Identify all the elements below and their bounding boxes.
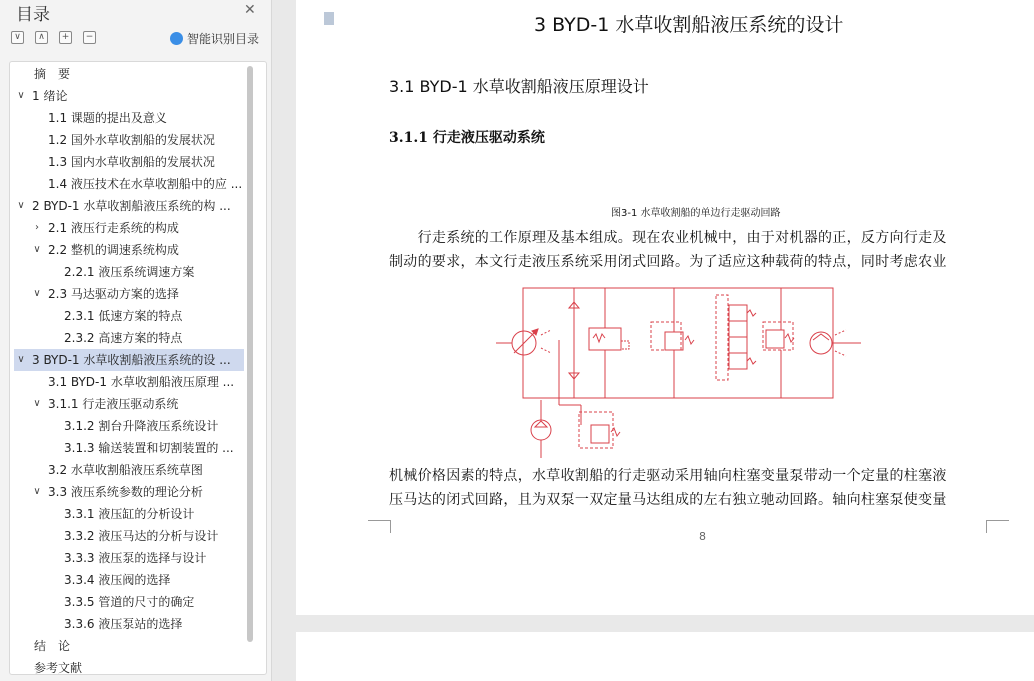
toc-item[interactable] <box>14 569 244 591</box>
toc-item[interactable] <box>14 525 244 547</box>
toc-item[interactable] <box>14 481 244 503</box>
document-view <box>272 0 1034 681</box>
section-title: 3.1 BYD-1 水草收割船液压原理设计 <box>389 77 649 96</box>
toc-item-label: 3.3 液压系统参数的理论分析 <box>48 485 203 499</box>
toc-item[interactable] <box>14 195 244 217</box>
toc-item[interactable] <box>14 261 244 283</box>
toc-item-label: 2.3 马达驱动方案的选择 <box>48 287 179 301</box>
hydraulic-circuit-diagram <box>491 280 871 465</box>
document-icon[interactable] <box>324 12 334 25</box>
document-page <box>296 0 1034 615</box>
toc-item[interactable] <box>14 173 244 195</box>
chevron-down-icon[interactable]: ∨ <box>33 486 41 497</box>
toc-item[interactable] <box>14 459 244 481</box>
toc-panel <box>9 61 267 675</box>
toc-item-label: 2.1 液压行走系统的构成 <box>48 221 179 235</box>
chapter-title: 3 BYD-1 水草收割船液压系统的设计 <box>534 14 844 36</box>
toc-item[interactable] <box>14 129 244 151</box>
margin-corner-mark <box>368 520 391 533</box>
toc-item-label: 3.3.1 液压缸的分析设计 <box>64 507 195 521</box>
chevron-down-icon[interactable]: ∨ <box>17 90 25 101</box>
toc-item[interactable] <box>14 613 244 635</box>
margin-corner-mark <box>986 520 1009 533</box>
toc-item[interactable] <box>14 547 244 569</box>
toc-item-label: 2 BYD-1 水草收割船液压系统的构 ... <box>32 199 231 213</box>
toc-item-label: 3.1.3 输送装置和切割装置的 ... <box>64 441 234 455</box>
toc-item[interactable] <box>14 635 244 657</box>
toc-item-label: 3.3.4 液压阀的选择 <box>64 573 171 587</box>
toc-item-label: 1.3 国内水草收割船的发展状况 <box>48 155 215 169</box>
toc-item[interactable] <box>14 85 244 107</box>
toc-item[interactable] <box>14 591 244 613</box>
chevron-down-icon[interactable]: ∨ <box>17 200 25 211</box>
toc-item-label: 2.2.1 液压系统调速方案 <box>64 265 195 279</box>
toc-item-label: 2.2 整机的调速系统构成 <box>48 243 179 257</box>
paragraph-line: 行走系统的工作原理及基本组成。现在农业机械中，由于对机器的正，反方向行走及 <box>389 230 947 246</box>
toc-item-label: 3.3.2 液压马达的分析与设计 <box>64 529 219 543</box>
paragraph-line: 机械价格因素的特点，水草收割船的行走驱动采用轴向柱塞变量泵带动一个定量的柱塞液 <box>389 468 947 484</box>
toc-item-label: 3.1.1 行走液压驱动系统 <box>48 397 179 411</box>
collapse-all-button[interactable]: ∨ <box>11 31 24 44</box>
toc-scrollbar[interactable] <box>247 66 253 642</box>
expand-all-button[interactable]: ∧ <box>35 31 48 44</box>
toc-title: 目录 <box>16 5 50 25</box>
smart-toc-label: 智能识别目录 <box>187 32 260 46</box>
chevron-down-icon[interactable]: ∨ <box>33 244 41 255</box>
toc-item[interactable] <box>14 107 244 129</box>
toc-item-label: 摘 要 <box>34 67 71 81</box>
toc-item-label: 3.2 水草收割船液压系统草图 <box>48 463 203 477</box>
toc-item[interactable] <box>14 151 244 173</box>
subsection-title: 3.1.1 行走液压驱动系统 <box>389 130 545 146</box>
toc-item-label: 3.1 BYD-1 水草收割船液压原理 ... <box>48 375 235 389</box>
toc-item-label: 2.3.1 低速方案的特点 <box>64 309 183 323</box>
toc-item[interactable] <box>14 393 244 415</box>
toc-item[interactable] <box>14 437 244 459</box>
toc-item-label: 3.3.3 液压泵的选择与设计 <box>64 551 207 565</box>
paragraph-line: 压马达的闭式回路，且为双泵一双定量马达组成的左右独立驰动回路。轴向柱塞泵使变量 <box>389 492 947 508</box>
toc-item-label: 3.1.2 割台升降液压系统设计 <box>64 419 219 433</box>
toc-item-label: 1.1 课题的提出及意义 <box>48 111 167 125</box>
toc-item-label: 参考文献 <box>34 661 83 675</box>
chevron-down-icon[interactable]: ∨ <box>17 354 25 365</box>
toc-item-label: 结 论 <box>34 639 71 653</box>
toc-item[interactable] <box>14 349 244 371</box>
next-document-page <box>296 632 1034 681</box>
toc-item[interactable] <box>14 503 244 525</box>
toc-item-label: 3.3.5 管道的尺寸的确定 <box>64 595 195 609</box>
page-number: 8 <box>699 530 706 543</box>
figure-caption: 图3-1 水草收割船的单边行走驱动回路 <box>611 208 781 219</box>
close-icon[interactable]: ✕ <box>244 2 256 18</box>
smart-toc-icon <box>170 32 183 45</box>
paragraph-line: 制动的要求，本文行走液压系统采用闭式回路。为了适应这种载荷的特点，同时考虑农业 <box>389 254 947 270</box>
toc-item-label: 2.3.2 高速方案的特点 <box>64 331 183 345</box>
toc-item[interactable] <box>14 305 244 327</box>
toc-sidebar <box>0 0 272 681</box>
toc-item-label: 3.3.6 液压泵站的选择 <box>64 617 183 631</box>
smart-toc-button[interactable] <box>170 30 259 47</box>
toc-item[interactable] <box>14 283 244 305</box>
toc-item-label: 1 绪论 <box>32 89 68 103</box>
remove-heading-button[interactable]: − <box>83 31 96 44</box>
chevron-down-icon[interactable]: ∨ <box>33 288 41 299</box>
toc-item[interactable] <box>14 371 244 393</box>
chevron-right-icon[interactable]: › <box>35 222 39 233</box>
toc-item[interactable] <box>14 415 244 437</box>
toc-item[interactable] <box>14 239 244 261</box>
toc-item-label: 1.2 国外水草收割船的发展状况 <box>48 133 215 147</box>
toc-item-label: 3 BYD-1 水草收割船液压系统的设 ... <box>32 353 231 367</box>
toc-item-label: 1.4 液压技术在水草收割船中的应 ... <box>48 177 243 191</box>
add-heading-button[interactable]: + <box>59 31 72 44</box>
toc-item[interactable] <box>14 657 244 675</box>
toc-item[interactable] <box>14 217 244 239</box>
chevron-down-icon[interactable]: ∨ <box>33 398 41 409</box>
toc-item[interactable] <box>14 63 244 85</box>
toc-item[interactable] <box>14 327 244 349</box>
